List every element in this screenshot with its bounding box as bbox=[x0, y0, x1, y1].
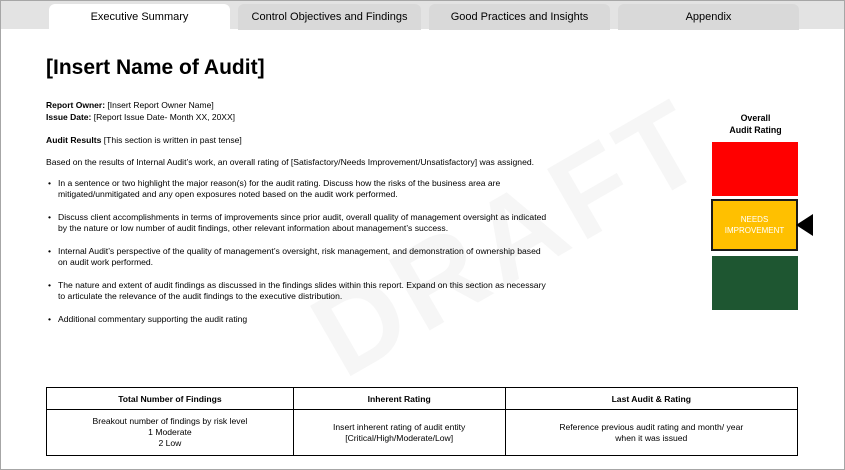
header-inherent-rating: Inherent Rating bbox=[293, 388, 505, 410]
cell-last-audit-rating: Reference previous audit rating and month/ year when it was issued bbox=[505, 410, 797, 456]
rating-light-needs-improvement: NEEDS IMPROVEMENT bbox=[711, 199, 798, 251]
list-item: • Discuss client accomplishments in terms of improvements since prior audit, overall quality of management oversight as indicated by the nature or low number of audit findings, other relevant information about management’s success. bbox=[46, 212, 646, 234]
audit-results-note: [This section is written in past tense] bbox=[103, 135, 242, 145]
tab-bar bbox=[1, 1, 844, 29]
issue-date bbox=[46, 112, 235, 122]
tab-executive-summary[interactable]: Executive Summary bbox=[49, 4, 230, 30]
table-row bbox=[47, 410, 798, 456]
rating-light-satisfactory bbox=[712, 256, 798, 310]
report-owner-value: [Insert Report Owner Name] bbox=[107, 100, 214, 110]
page-title: [Insert Name of Audit] bbox=[46, 56, 265, 79]
list-item: • Additional commentary supporting the audit rating bbox=[46, 314, 646, 325]
rating-intro: Based on the results of Internal Audit’s work, an overall rating of [Satisfactory/Needs Improvement/Unsatisfactory] was assigned. bbox=[46, 157, 535, 167]
audit-results-heading bbox=[46, 135, 242, 146]
list-item: • The nature and extent of audit findings as discussed in the findings slides within this report. Expand on this section as necessary to articulate the relevance of the audit findings to the executive distribution. bbox=[46, 280, 646, 302]
header-total-findings: Total Number of Findings bbox=[47, 388, 294, 410]
issue-date-label: Issue Date: bbox=[46, 112, 92, 122]
overall-audit-rating-title: Overall Audit Rating bbox=[729, 113, 782, 135]
audit-results-label: Audit Results bbox=[46, 135, 102, 145]
rating-pointer-icon bbox=[796, 214, 813, 236]
tab-control-objectives-and-findings[interactable]: Control Objectives and Findings bbox=[238, 4, 421, 30]
list-item: • In a sentence or two highlight the major reason(s) for the audit rating. Discuss how the risks of the business area are mitigated/unmitigated and any open exposures noted based on the audit work performed. bbox=[46, 178, 646, 200]
rating-light-unsatisfactory bbox=[712, 142, 798, 196]
cell-inherent-rating: Insert inherent rating of audit entity [Critical/High/Moderate/Low] bbox=[293, 410, 505, 456]
cell-total-findings: Breakout number of findings by risk level 1 Moderate 2 Low bbox=[47, 410, 294, 456]
bullet-list bbox=[46, 178, 646, 337]
summary-table bbox=[46, 387, 798, 456]
list-item: • Internal Audit’s perspective of the quality of management’s oversight, risk management, and demonstration of ownership based on audit work performed. bbox=[46, 246, 646, 268]
report-owner bbox=[46, 100, 214, 110]
report-owner-label: Report Owner: bbox=[46, 100, 106, 110]
table-header-row bbox=[47, 388, 798, 410]
tab-appendix[interactable]: Appendix bbox=[618, 4, 799, 30]
header-last-audit-rating: Last Audit & Rating bbox=[505, 388, 797, 410]
tab-good-practices-and-insights[interactable]: Good Practices and Insights bbox=[429, 4, 610, 30]
issue-date-value: [Report Issue Date- Month XX, 20XX] bbox=[93, 112, 235, 122]
